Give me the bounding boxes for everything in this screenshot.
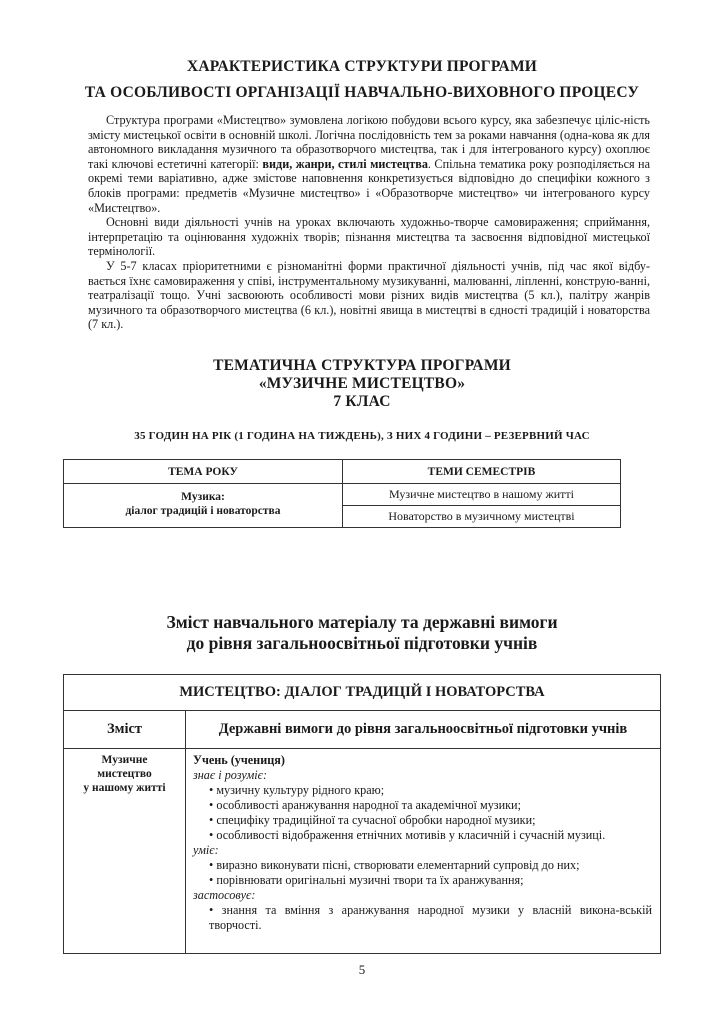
- section-title-line1: ХАРАКТЕРИСТИКА СТРУКТУРИ ПРОГРАМИ: [186, 58, 538, 75]
- page-number: 5: [358, 962, 366, 977]
- intro-text: [88, 113, 650, 332]
- intro-paragraph-1: [88, 113, 650, 215]
- year-theme-cell: [64, 484, 343, 528]
- table2-col-content: Зміст: [64, 711, 186, 749]
- intro-p1-bold: види, жанри, стилі мистецтва: [262, 156, 428, 171]
- content-title-line2: до рівня загальноосвітньої підготовки учнів: [186, 633, 538, 653]
- semester-theme-1: Музичне мистецтво в нашому житті: [343, 484, 621, 506]
- intro-p1-start: Структура програми «Мистецтво» зумовлена логікою побудови всього курсу, яка забезпечує ціліс-ність змісту мистецької освіти в основній школі. Логічна послідовність тем за роками навчання (одна-кова як для автономного викладання музичного та образотворчого мистецтва, так і для інтегрованого курсу) охоплює такі ключові естетичні категорії:: [88, 113, 650, 171]
- table1-head-semesters: ТЕМИ СЕМЕСТРІВ: [343, 460, 621, 484]
- year-theme-line2: діалог традицій і новаторства: [125, 505, 281, 517]
- student-label: Учень (учениця): [193, 753, 285, 767]
- semester-theme-2: Новаторство в музичному мистецтві: [343, 506, 621, 528]
- knows-item: • особливості відображення етнічних мотивів у класичній і сучасній музиці.: [209, 828, 606, 842]
- applies-label: застосовує:: [193, 888, 256, 902]
- theme-structure-table: [63, 459, 621, 528]
- can-item: • порівнювати оригінальні музичні твори та їх аранжування;: [209, 873, 524, 887]
- content-title-line1: Зміст навчального матеріалу та державні вимоги: [166, 612, 558, 632]
- table2-title: МИСТЕЦТВО: ДІАЛОГ ТРАДИЦІЙ І НОВАТОРСТВА: [64, 675, 661, 711]
- structure-title-line3: 7 КЛАС: [333, 393, 391, 410]
- structure-title-line1: ТЕМАТИЧНА СТРУКТУРА ПРОГРАМИ: [213, 357, 511, 374]
- intro-paragraph-2: Основні види діяльності учнів на уроках включають художньо-творче самовираження; сприймання, інтерпретацію та оцінювання художніх творів; пізнання мистецтва та засвоєння відповідної мистецької термінології.: [88, 215, 650, 259]
- topic-line2: мистецтво: [97, 768, 152, 780]
- hours-note: 35 ГОДИН НА РІК (1 ГОДИНА НА ТИЖДЕНЬ), З НИХ 4 ГОДИНИ – РЕЗЕРВНИЙ ЧАС: [134, 430, 590, 442]
- section-title-line2: ТА ОСОБЛИВОСТІ ОРГАНІЗАЦІЇ НАВЧАЛЬНО-ВИХОВНОГО ПРОЦЕСУ: [84, 84, 640, 101]
- topic-line1: Музичне: [101, 754, 148, 766]
- topic-cell: [64, 749, 186, 954]
- structure-title-line2: «МУЗИЧНЕ МИСТЕЦТВО»: [258, 375, 466, 392]
- requirements-cell: [186, 749, 661, 954]
- knows-item: • особливості аранжування народної та академічної музики;: [209, 798, 521, 812]
- can-item: • виразно виконувати пісні, створювати елементарний супровід до них;: [209, 858, 580, 872]
- knows-item: • музичну культуру рідного краю;: [209, 783, 385, 797]
- can-label: уміє:: [193, 843, 219, 857]
- knows-label: знає і розуміє:: [193, 768, 268, 782]
- year-theme-line1: Музика:: [181, 491, 225, 503]
- table1-head-year: ТЕМА РОКУ: [64, 460, 343, 484]
- knows-item: • специфіку традиційної та сучасної обробки народної музики;: [209, 813, 536, 827]
- applies-item: • знання та вміння з аранжування народної музики у власній викона-вській творчості.: [209, 903, 652, 932]
- intro-p1-end: . Спільна тематика року розподіляється на окремі теми варіативно, адже змістове наповнення конкретизується відповідно до специфіки кожного з блоків програми: предметів «Музичне мистецтво» і «Образотворче мистецтво» чи інтегрованого курсу «Мистецтво».: [88, 156, 650, 215]
- topic-line3: у нашому житті: [83, 782, 166, 794]
- requirements-table: [63, 674, 661, 954]
- table2-col-requirements: Державні вимоги до рівня загальноосвітньої підготовки учнів: [186, 711, 661, 749]
- intro-paragraph-3: У 5-7 класах пріоритетними є різноманітні форми практичної діяльності учнів, під час якої відбу-вається їхнє самовираження у співі, інструментальному музикуванні, малюванні, ліпленні, конструю-ванні, театралізації тощо. Учні засвоюють особливості мови різних видів мистецтва (5 кл.), палітру жанрів музичного та образотворчого мистецтва (6 кл.), новітні явища в мистецтві в єдності традицій і новаторства (7 кл.).: [88, 258, 650, 332]
